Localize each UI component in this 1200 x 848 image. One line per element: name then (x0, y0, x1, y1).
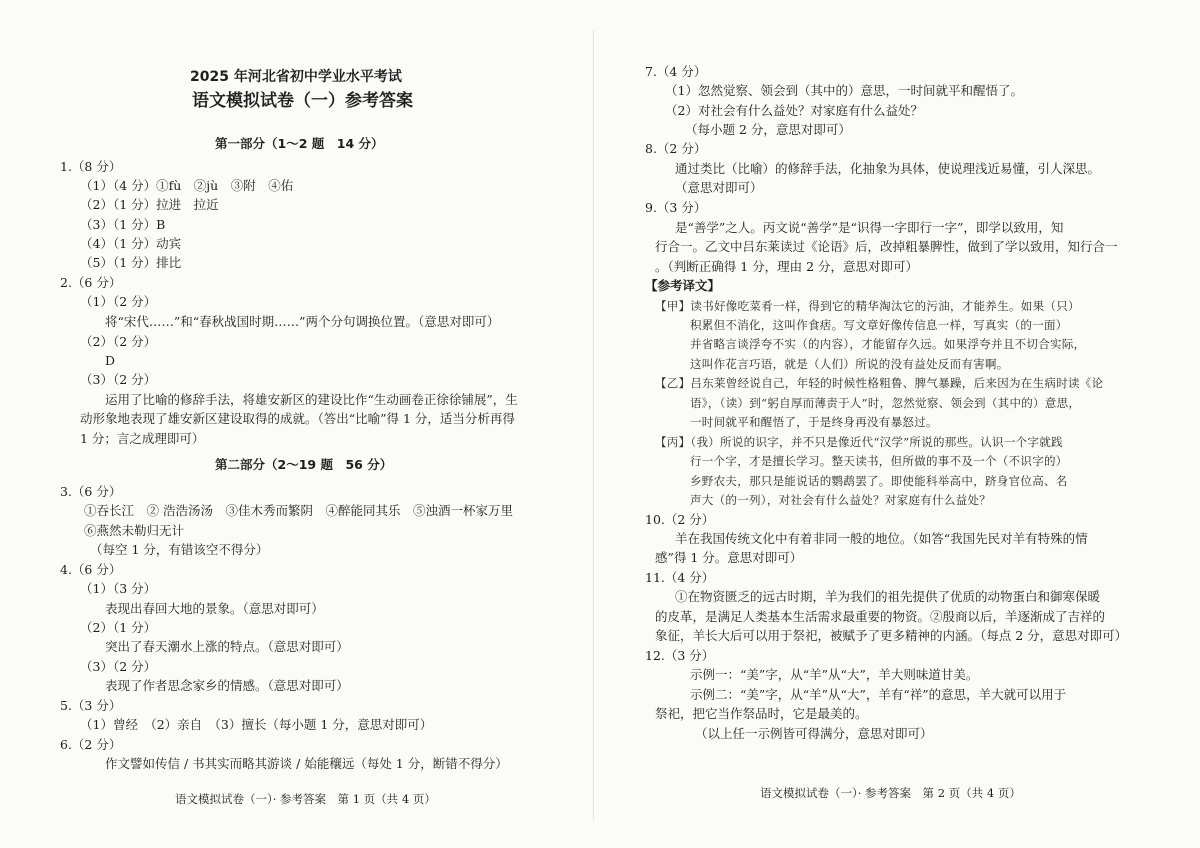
part-two-heading: 第二部分（2～19 题 56 分） (215, 457, 393, 472)
answer-line: （2）（1 分） (80, 620, 157, 635)
page-divider (593, 30, 594, 820)
answer-line: 羊在我国传统文化中有着非同一般的地位。（如答“我国先民对羊有特殊的情 (675, 531, 1088, 546)
answer-line: 将“宋代……”和“春秋战国时期……”两个分句调换位置。（意思对即可） (105, 314, 500, 329)
answer-line: （每空 1 分，有错该空不得分） (90, 542, 269, 557)
answer-line: D (105, 353, 116, 368)
translation-line: 乡野农夫，那只是能说话的鹦鹉罢了。即使能科举高中，跻身官位高、名 (690, 474, 1068, 488)
translation-line: 并省略言谈浮夸不实（的内容），才能留存久远。如果浮夸并且不切合实际， (690, 337, 1086, 351)
answer-line: ①在物资匮乏的远古时期，羊为我们的祖先提供了优质的动物蛋白和御寒保暖 (675, 589, 1101, 604)
answer-line: 运用了比喻的修辞手法，将雄安新区的建设比作“生动画卷正徐徐铺展”，生 (105, 392, 518, 407)
translation-line: 声大（的一列），对社会有什么益处？对家庭有什么益处？ (690, 493, 992, 507)
answer-line: 4.（6 分） (60, 562, 122, 577)
answer-line: ①吞长江 ② 浩浩汤汤 ③佳木秀而繁阴 ④醉能同其乐 ⑤浊酒一杯家万里 (84, 503, 513, 518)
answer-line: 2.（6 分） (60, 275, 122, 290)
page-footer: 语文模拟试卷（一）· 参考答案 第 1 页（共 4 页） (175, 792, 436, 806)
page-left (0, 0, 590, 848)
answer-line: （以上任一示例皆可得满分，意思对即可） (695, 726, 933, 741)
answer-line: 突出了春天潮水上涨的特点。（意思对即可） (105, 639, 349, 654)
answer-line: 感”得 1 分。意思对即可） (655, 550, 803, 565)
part-one-heading: 第一部分（1～2 题 14 分） (215, 136, 384, 151)
answer-line: 通过类比（比喻）的修辞手法，化抽象为具体，使说理浅近易懂，引人深思。 (675, 161, 1101, 176)
answer-line: 12.（3 分） (645, 648, 715, 663)
translation-line: 语》，（读）到“躬自厚而薄责于人”时，忽然觉察、领会到（其中的）意思， (690, 396, 1081, 410)
answer-line: 1 分；言之成理即可） (80, 431, 205, 446)
answer-line: 行合一。乙文中吕东莱读过《论语》后，改掉粗暴脾性，做到了学以致用，知行合一 (655, 239, 1118, 254)
answer-line: 是“善学”之人。丙文说“善学”是“识得一字即行一字”，即学以致用，知 (675, 220, 1064, 235)
answer-line: 祭祀，把它当作祭品时，它是最美的。 (655, 706, 868, 721)
answer-line: 8.（2 分） (645, 141, 707, 156)
answer-line: （意思对即可） (675, 180, 763, 195)
answer-key-title: 语文模拟试卷（一）参考答案 (192, 91, 413, 111)
answer-line: 的皮革，是满足人类基本生活需求最重要的物资。②殷商以后，羊逐渐成了吉祥的 (655, 609, 1106, 624)
answer-line: 11.（4 分） (645, 570, 715, 585)
answer-line: （5）（1 分）排比 (80, 255, 182, 270)
translation-line: 这叫作花言巧语，就是（人们）所说的没有益处反而有害啊。 (690, 357, 1009, 371)
answer-line: 6.（2 分） (60, 737, 122, 752)
answer-line: （1）（4 分）①fù ②jù ③附 ④佑 (80, 178, 294, 193)
answer-line: 示例一：“美”字，从“羊”从“大”，羊大则味道甘美。 (690, 667, 979, 682)
exam-title: 2025 年河北省初中学业水平考试 (190, 69, 402, 85)
translation-line: 一时间就平和醒悟了，于是终身再没有暴怒过。 (690, 415, 938, 429)
answer-line: （2）对社会有什么益处？对家庭有什么益处？ (665, 103, 923, 118)
translation-line: 【丙】（我）所说的识字，并不只是像近代“汉学”所说的那些。认识一个字就践 (655, 435, 1063, 449)
answer-line: 1.（8 分） (60, 159, 122, 174)
answer-line: ⑥燕然未勒归无计 (84, 523, 185, 538)
answer-line: （1）（2 分） (80, 294, 157, 309)
reference-translation-heading: 【参考译文】 (645, 278, 721, 293)
answer-line: （2）（2 分） (80, 334, 157, 349)
answer-line: 表现出春回大地的景象。（意思对即可） (105, 601, 324, 616)
answer-line: （3）（2 分） (80, 372, 157, 387)
answer-line: 7.（4 分） (645, 64, 707, 79)
answer-line: （3）（2 分） (80, 659, 157, 674)
answer-line: （1）曾经 （2）亲自 （3）擅长（每小题 1 分，意思对即可） (80, 717, 433, 732)
answer-line: （1）（3 分） (80, 581, 157, 596)
answer-line: （2）（1 分）拉进 拉近 (80, 197, 219, 212)
page-footer: 语文模拟试卷（一）· 参考答案 第 2 页（共 4 页） (760, 786, 1021, 800)
answer-line: 表现了作者思念家乡的情感。（意思对即可） (105, 678, 349, 693)
answer-line: （4）（1 分）动宾 (80, 236, 182, 251)
answer-line: 动形象地表现了雄安新区建设取得的成就。（答出“比喻”得 1 分，适当分析再得 (80, 411, 515, 426)
translation-line: 行一个字，才是擅长学习。整天读书，但所做的事不及一个（不识字的） (690, 454, 1068, 468)
page-right (600, 0, 1200, 848)
answer-line: （3）（1 分）B (80, 217, 166, 232)
translation-line: 【甲】读书好像吃菜肴一样，得到它的精华淘汰它的污油，才能养生。如果（只） (655, 299, 1080, 313)
answer-line: 3.（6 分） (60, 484, 122, 499)
answer-line: 10.（2 分） (645, 512, 715, 527)
answer-line: 示例二：“美”字，从“羊”从“大”，羊有“祥”的意思，羊大就可以用于 (690, 687, 1067, 702)
answer-line: （每小题 2 分，意思对即可） (685, 122, 851, 137)
answer-line: 9.（3 分） (645, 200, 707, 215)
answer-line: 5.（3 分） (60, 698, 122, 713)
answer-line: （1）忽然觉察、领会到（其中的）意思，一时间就平和醒悟了。 (665, 83, 1023, 98)
translation-line: 【乙】吕东莱曾经说自己，年轻的时候性格粗鲁、脾气暴躁，后来因为在生病时读《论 (655, 376, 1104, 390)
answer-line: 作文譬如传信 / 书其实而略其游谈 / 始能穰远（每处 1 分，断错不得分） (105, 756, 508, 771)
answer-line: 。（判断正确得 1 分，理由 2 分，意思对即可） (655, 259, 919, 274)
answer-line: 象征，羊长大后可以用于祭祀，被赋予了更多精神的内涵。（每点 2 分，意思对即可） (655, 628, 1128, 643)
translation-line: 积累但不消化，这叫作食痞。写文章好像传信息一样，写真实（的一面） (690, 318, 1068, 332)
